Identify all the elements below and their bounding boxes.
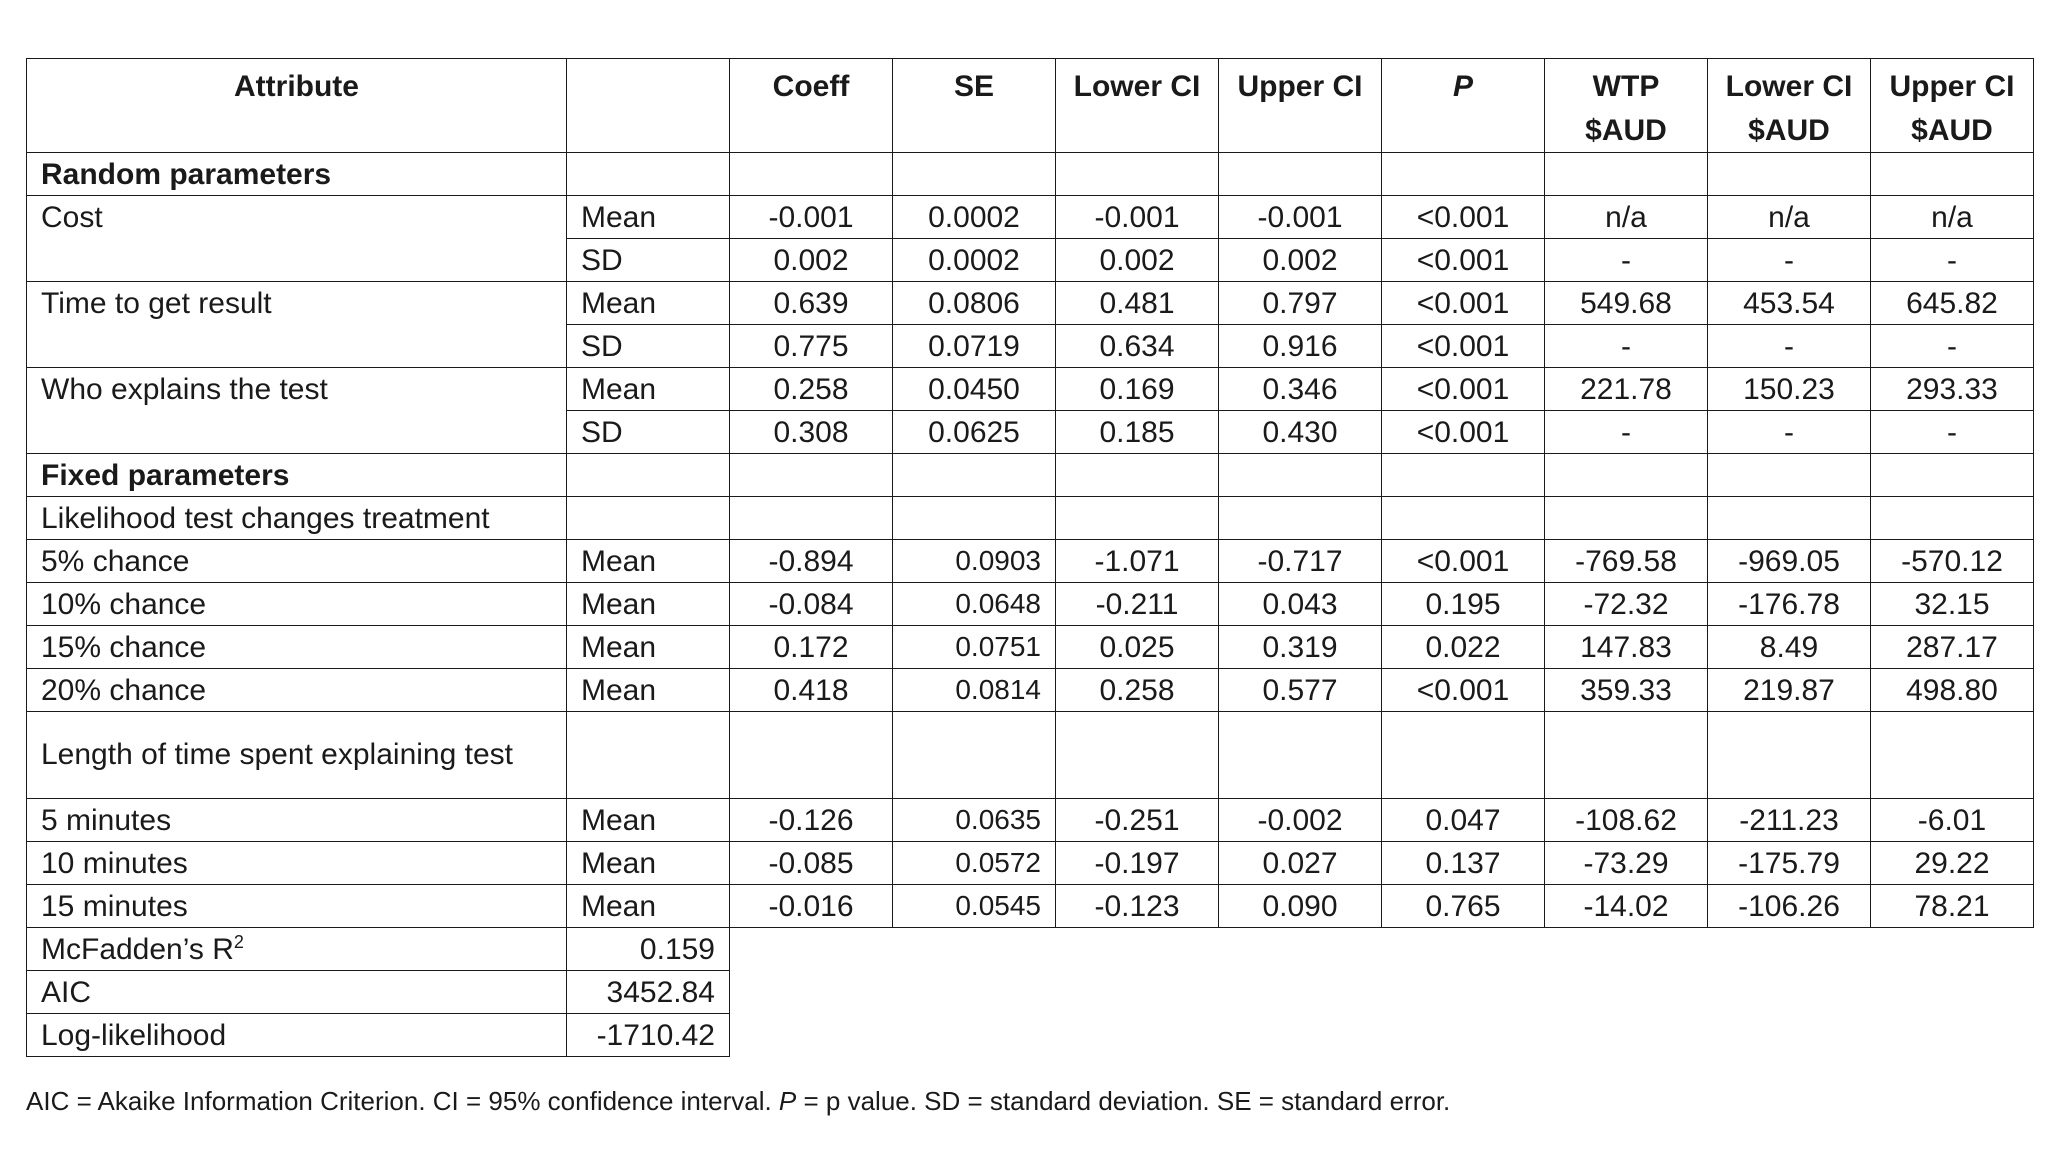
row-stat: Mean: [567, 282, 730, 325]
row-wtp-lower-ci: n/a: [1708, 196, 1871, 239]
row-coeff: 0.639: [730, 282, 893, 325]
table-row: [27, 368, 2034, 411]
fit-row-r2-blank: [1708, 928, 1871, 971]
row-p: <0.001: [1382, 282, 1545, 325]
row-upper-ci: 0.319: [1219, 626, 1382, 669]
subgroup-row-length-empty-cell: [730, 712, 893, 799]
row-wtp-lower-ci: -175.79: [1708, 842, 1871, 885]
subgroup-row-length-empty-cell: [1382, 712, 1545, 799]
row-wtp: -73.29: [1545, 842, 1708, 885]
header-wtp-line2: $AUD: [1585, 113, 1667, 147]
row-lower-ci: 0.169: [1056, 368, 1219, 411]
row-se: 0.0648: [893, 583, 1056, 626]
row-attribute: 5% chance: [27, 540, 567, 583]
row-p: <0.001: [1382, 669, 1545, 712]
row-wtp-lower-ci: -211.23: [1708, 799, 1871, 842]
row-lower-ci: 0.634: [1056, 325, 1219, 368]
row-wtp-upper-ci: 32.15: [1871, 583, 2034, 626]
row-lower-ci: -1.071: [1056, 540, 1219, 583]
header-wtp-lower-line2: $AUD: [1748, 113, 1830, 147]
header-lower-ci: Lower CI: [1056, 59, 1219, 153]
fit-row-r2: [27, 928, 2034, 971]
fit-row-r2-label-superscript: 2: [233, 931, 244, 952]
table-row: [27, 583, 2034, 626]
subgroup-row-length-empty-cell: [1708, 712, 1871, 799]
row-attribute: 5 minutes: [27, 799, 567, 842]
subgroup-row-likelihood: [27, 497, 2034, 540]
header-wtp-upper-line2: $AUD: [1911, 113, 1993, 147]
footnote-part1: AIC = Akaike Information Criterion. CI = 95% confidence interval.: [26, 1086, 779, 1116]
row-stat: Mean: [567, 583, 730, 626]
row-coeff: 0.308: [730, 411, 893, 454]
table-row: [27, 540, 2034, 583]
row-wtp-lower-ci: -106.26: [1708, 885, 1871, 928]
row-wtp-lower-ci: -: [1708, 325, 1871, 368]
row-upper-ci: -0.717: [1219, 540, 1382, 583]
row-se: 0.0572: [893, 842, 1056, 885]
subgroup-row-length-empty-cell: [1219, 712, 1382, 799]
row-upper-ci: -0.002: [1219, 799, 1382, 842]
row-upper-ci: 0.797: [1219, 282, 1382, 325]
row-attribute: Time to get result: [27, 282, 567, 325]
row-p: 0.195: [1382, 583, 1545, 626]
row-wtp-upper-ci: 287.17: [1871, 626, 2034, 669]
row-coeff: 0.775: [730, 325, 893, 368]
subgroup-row-likelihood-empty-cell: [893, 497, 1056, 540]
row-wtp-upper-ci: -6.01: [1871, 799, 2034, 842]
row-coeff: -0.085: [730, 842, 893, 885]
footnote-part2: = p value. SD = standard deviation. SE = standard error.: [796, 1086, 1451, 1116]
fit-row-loglik-blank: [1056, 1014, 1219, 1057]
footnote-p-italic: P: [778, 1086, 797, 1116]
section-row-fixed-label: Fixed parameters: [27, 454, 567, 497]
row-coeff: -0.016: [730, 885, 893, 928]
row-wtp-upper-ci: 498.80: [1871, 669, 2034, 712]
fit-row-loglik-label: Log-likelihood: [27, 1014, 567, 1057]
header-row: [27, 59, 2034, 153]
subgroup-row-likelihood-empty-cell: [1708, 497, 1871, 540]
row-p: 0.765: [1382, 885, 1545, 928]
row-attribute: [27, 239, 567, 282]
header-se: SE: [893, 59, 1056, 153]
fit-row-r2-label-text: McFadden’s R: [41, 932, 234, 966]
fit-row-aic: [27, 971, 2034, 1014]
header-coeff: Coeff: [730, 59, 893, 153]
section-row-random: [27, 153, 2034, 196]
subgroup-row-length-label: Length of time spent explaining test: [27, 712, 567, 799]
subgroup-row-length-empty-cell: [893, 712, 1056, 799]
row-p: 0.022: [1382, 626, 1545, 669]
row-lower-ci: 0.025: [1056, 626, 1219, 669]
row-lower-ci: 0.258: [1056, 669, 1219, 712]
section-row-fixed-empty-cell: [1708, 454, 1871, 497]
row-wtp-upper-ci: -570.12: [1871, 540, 2034, 583]
fit-row-aic-blank: [1056, 971, 1219, 1014]
fit-row-aic-blank: [1545, 971, 1708, 1014]
fit-row-loglik: [27, 1014, 2034, 1057]
row-se: 0.0450: [893, 368, 1056, 411]
row-wtp-lower-ci: -: [1708, 411, 1871, 454]
table-row: [27, 282, 2034, 325]
fit-row-r2-blank: [1382, 928, 1545, 971]
row-wtp: -108.62: [1545, 799, 1708, 842]
row-wtp: 359.33: [1545, 669, 1708, 712]
table-footnote: [26, 1086, 1450, 1117]
header-wtp-lower-line1: Lower CI: [1725, 70, 1853, 103]
row-stat: SD: [567, 325, 730, 368]
row-stat: Mean: [567, 626, 730, 669]
fit-row-r2-blank: [730, 928, 893, 971]
row-attribute: [27, 411, 567, 454]
row-wtp: 221.78: [1545, 368, 1708, 411]
row-p: 0.137: [1382, 842, 1545, 885]
table-row: [27, 411, 2034, 454]
subgroup-row-length-empty-cell: [1545, 712, 1708, 799]
subgroup-row-likelihood-empty-cell: [1056, 497, 1219, 540]
row-wtp-lower-ci: 8.49: [1708, 626, 1871, 669]
results-table: [26, 58, 2034, 1057]
subgroup-row-likelihood-empty-cell: [1219, 497, 1382, 540]
subgroup-row-length-empty-cell: [1056, 712, 1219, 799]
row-wtp-lower-ci: -969.05: [1708, 540, 1871, 583]
row-lower-ci: -0.123: [1056, 885, 1219, 928]
table-row: [27, 799, 2034, 842]
row-stat: SD: [567, 239, 730, 282]
fit-row-aic-value: 3452.84: [567, 971, 730, 1014]
fit-row-aic-blank: [1382, 971, 1545, 1014]
row-stat: Mean: [567, 196, 730, 239]
row-attribute: 15 minutes: [27, 885, 567, 928]
row-lower-ci: 0.002: [1056, 239, 1219, 282]
section-row-fixed-empty-cell: [1219, 454, 1382, 497]
row-attribute: 10 minutes: [27, 842, 567, 885]
row-wtp: -769.58: [1545, 540, 1708, 583]
row-wtp: -: [1545, 239, 1708, 282]
row-stat: Mean: [567, 885, 730, 928]
row-lower-ci: -0.211: [1056, 583, 1219, 626]
section-row-fixed-empty-cell: [1056, 454, 1219, 497]
subgroup-row-likelihood-empty-cell: [567, 497, 730, 540]
fit-row-aic-blank: [1871, 971, 2034, 1014]
results-table-wrapper: [26, 58, 2034, 1057]
fit-row-r2-blank: [1056, 928, 1219, 971]
row-lower-ci: -0.197: [1056, 842, 1219, 885]
row-se: 0.0635: [893, 799, 1056, 842]
row-wtp: -: [1545, 411, 1708, 454]
row-wtp: -: [1545, 325, 1708, 368]
fit-row-loglik-blank: [730, 1014, 893, 1057]
subgroup-row-likelihood-empty-cell: [730, 497, 893, 540]
row-stat: Mean: [567, 540, 730, 583]
row-wtp-lower-ci: -: [1708, 239, 1871, 282]
row-lower-ci: 0.481: [1056, 282, 1219, 325]
table-row: [27, 325, 2034, 368]
row-p: <0.001: [1382, 325, 1545, 368]
section-row-fixed-empty-cell: [1545, 454, 1708, 497]
fit-row-loglik-blank: [1219, 1014, 1382, 1057]
section-row-fixed: [27, 454, 2034, 497]
header-wtp-line1: WTP: [1592, 70, 1660, 103]
row-upper-ci: -0.001: [1219, 196, 1382, 239]
row-coeff: 0.002: [730, 239, 893, 282]
fit-row-loglik-blank: [1382, 1014, 1545, 1057]
fit-row-loglik-blank: [893, 1014, 1056, 1057]
row-se: 0.0751: [893, 626, 1056, 669]
row-se: 0.0903: [893, 540, 1056, 583]
row-coeff: -0.894: [730, 540, 893, 583]
row-wtp: 147.83: [1545, 626, 1708, 669]
row-attribute: 10% chance: [27, 583, 567, 626]
row-coeff: -0.126: [730, 799, 893, 842]
fit-row-loglik-value: -1710.42: [567, 1014, 730, 1057]
subgroup-row-likelihood-empty-cell: [1871, 497, 2034, 540]
row-upper-ci: 0.090: [1219, 885, 1382, 928]
row-attribute: [27, 325, 567, 368]
section-row-fixed-empty-cell: [1382, 454, 1545, 497]
row-upper-ci: 0.577: [1219, 669, 1382, 712]
header-wtp: [1545, 59, 1708, 153]
row-wtp: 549.68: [1545, 282, 1708, 325]
row-upper-ci: 0.916: [1219, 325, 1382, 368]
fit-row-loglik-blank: [1708, 1014, 1871, 1057]
header-wtp-upper-line1: Upper CI: [1889, 70, 2015, 103]
row-upper-ci: 0.002: [1219, 239, 1382, 282]
fit-row-aic-blank: [730, 971, 893, 1014]
row-se: 0.0545: [893, 885, 1056, 928]
row-attribute: Cost: [27, 196, 567, 239]
row-p: <0.001: [1382, 540, 1545, 583]
fit-row-aic-label: AIC: [27, 971, 567, 1014]
row-coeff: 0.172: [730, 626, 893, 669]
row-p: <0.001: [1382, 368, 1545, 411]
row-se: 0.0002: [893, 239, 1056, 282]
row-stat: Mean: [567, 669, 730, 712]
subgroup-row-length-empty-cell: [567, 712, 730, 799]
table-row: [27, 626, 2034, 669]
row-se: 0.0625: [893, 411, 1056, 454]
section-row-fixed-empty-cell: [893, 454, 1056, 497]
row-wtp-upper-ci: n/a: [1871, 196, 2034, 239]
row-coeff: -0.001: [730, 196, 893, 239]
row-lower-ci: 0.185: [1056, 411, 1219, 454]
row-se: 0.0814: [893, 669, 1056, 712]
row-stat: Mean: [567, 368, 730, 411]
row-stat: Mean: [567, 842, 730, 885]
row-wtp: -72.32: [1545, 583, 1708, 626]
fit-row-r2-blank: [1219, 928, 1382, 971]
fit-row-r2-blank: [1871, 928, 2034, 971]
fit-row-r2-blank: [1545, 928, 1708, 971]
header-stat: [567, 59, 730, 153]
row-wtp-upper-ci: -: [1871, 411, 2034, 454]
section-row-fixed-empty-cell: [730, 454, 893, 497]
row-wtp-lower-ci: 219.87: [1708, 669, 1871, 712]
row-wtp-upper-ci: -: [1871, 239, 2034, 282]
table-row: [27, 196, 2034, 239]
row-wtp-lower-ci: -176.78: [1708, 583, 1871, 626]
row-wtp-upper-ci: -: [1871, 325, 2034, 368]
row-coeff: 0.258: [730, 368, 893, 411]
row-attribute: 20% chance: [27, 669, 567, 712]
section-row-fixed-empty-cell: [1871, 454, 2034, 497]
row-se: 0.0806: [893, 282, 1056, 325]
row-lower-ci: -0.251: [1056, 799, 1219, 842]
fit-row-aic-blank: [893, 971, 1056, 1014]
row-coeff: 0.418: [730, 669, 893, 712]
row-p: <0.001: [1382, 239, 1545, 282]
row-p: <0.001: [1382, 196, 1545, 239]
fit-row-aic-blank: [1708, 971, 1871, 1014]
fit-row-loglik-blank: [1545, 1014, 1708, 1057]
table-row: [27, 669, 2034, 712]
table-row: [27, 239, 2034, 282]
row-wtp-upper-ci: 293.33: [1871, 368, 2034, 411]
row-upper-ci: 0.346: [1219, 368, 1382, 411]
fit-row-aic-blank: [1219, 971, 1382, 1014]
header-upper-ci: Upper CI: [1219, 59, 1382, 153]
row-wtp: n/a: [1545, 196, 1708, 239]
fit-row-r2-label: [27, 928, 567, 971]
subgroup-row-likelihood-empty-cell: [1382, 497, 1545, 540]
section-random-label: Random parameters: [27, 153, 567, 196]
row-wtp-lower-ci: 150.23: [1708, 368, 1871, 411]
fit-row-r2-value: 0.159: [567, 928, 730, 971]
header-attribute: Attribute: [27, 59, 567, 153]
row-upper-ci: 0.430: [1219, 411, 1382, 454]
row-stat: Mean: [567, 799, 730, 842]
table-row: [27, 842, 2034, 885]
row-stat: SD: [567, 411, 730, 454]
subgroup-row-likelihood-label: Likelihood test changes treatment: [27, 497, 567, 540]
subgroup-row-length: [27, 712, 2034, 799]
row-wtp-lower-ci: 453.54: [1708, 282, 1871, 325]
row-attribute: 15% chance: [27, 626, 567, 669]
row-wtp-upper-ci: 645.82: [1871, 282, 2034, 325]
row-attribute: Who explains the test: [27, 368, 567, 411]
table-row: [27, 885, 2034, 928]
header-p: P: [1382, 59, 1545, 153]
row-wtp: -14.02: [1545, 885, 1708, 928]
row-se: 0.0002: [893, 196, 1056, 239]
row-wtp-upper-ci: 29.22: [1871, 842, 2034, 885]
row-upper-ci: 0.027: [1219, 842, 1382, 885]
row-coeff: -0.084: [730, 583, 893, 626]
row-p: <0.001: [1382, 411, 1545, 454]
subgroup-row-length-empty-cell: [1871, 712, 2034, 799]
header-wtp-lower-ci: [1708, 59, 1871, 153]
row-upper-ci: 0.043: [1219, 583, 1382, 626]
fit-row-loglik-blank: [1871, 1014, 2034, 1057]
row-se: 0.0719: [893, 325, 1056, 368]
row-p: 0.047: [1382, 799, 1545, 842]
section-row-fixed-empty-cell: [567, 454, 730, 497]
header-wtp-upper-ci: [1871, 59, 2034, 153]
fit-row-r2-blank: [893, 928, 1056, 971]
row-wtp-upper-ci: 78.21: [1871, 885, 2034, 928]
subgroup-row-likelihood-empty-cell: [1545, 497, 1708, 540]
row-lower-ci: -0.001: [1056, 196, 1219, 239]
